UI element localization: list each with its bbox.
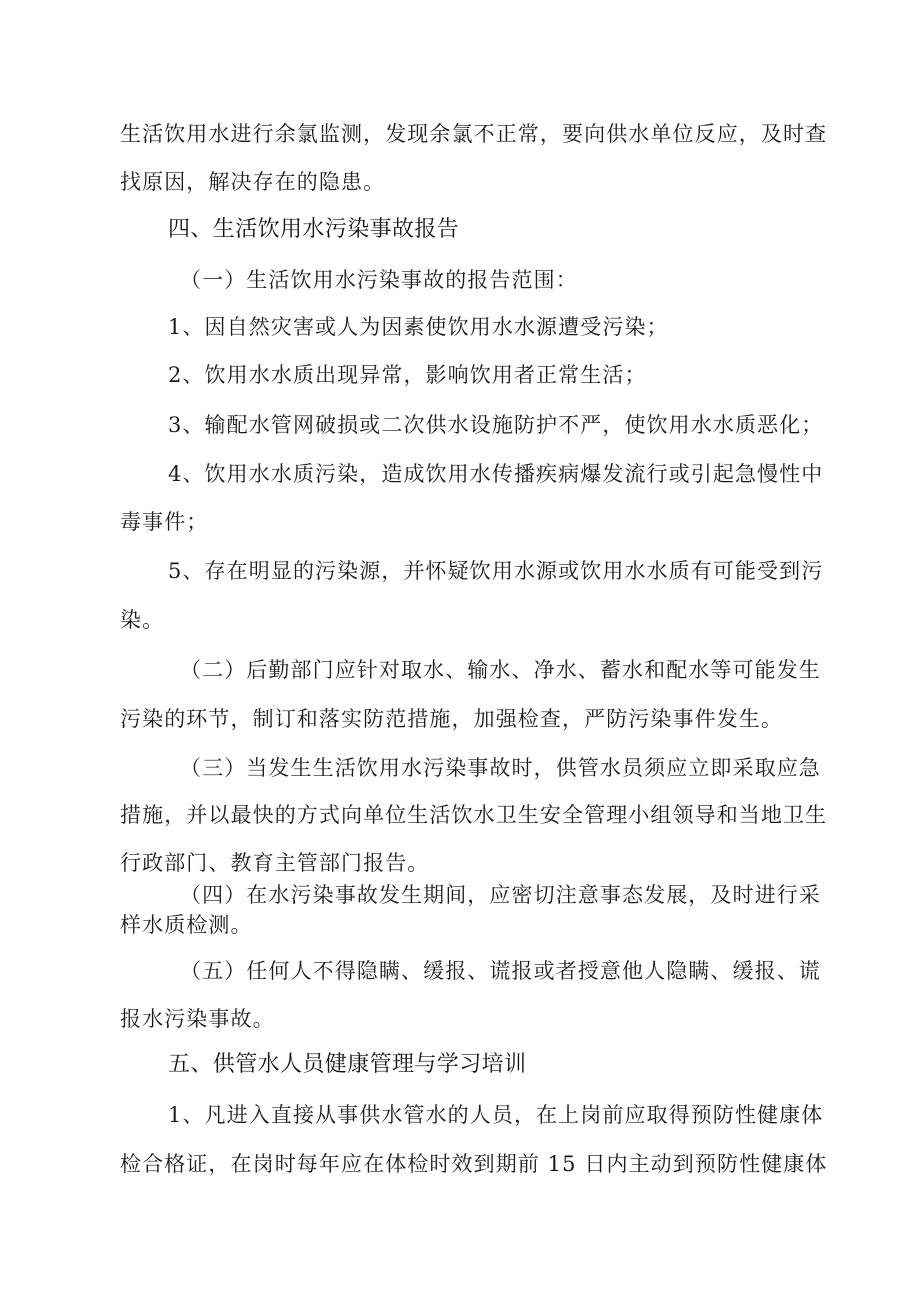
sub-4-line-1: （四）在水污染事故发生期间，应密切注意事态发展，及时进行采 xyxy=(180,883,821,907)
section-5-title: 五、供管水人员健康管理与学习培训 xyxy=(168,1052,527,1077)
item-1: 1、因自然灾害或人为因素使饮用水水源遭受污染； xyxy=(168,315,669,339)
item-4-line-2: 毒事件； xyxy=(120,510,209,534)
sub-2-line-2: 污染的环节，制订和落实防范措施，加强检查，严防污染事件发生。 xyxy=(120,707,783,731)
sub-2-line-1: （二）后勤部门应针对取水、输水、净水、蓄水和配水等可能发生 xyxy=(180,658,821,682)
intro-line-2: 找原因，解决存在的隐患。 xyxy=(120,170,386,194)
sub-4-line-2: 样水质检测。 xyxy=(120,913,253,937)
item-2: 2、饮用水水质出现异常，影响饮用者正常生活； xyxy=(168,363,647,387)
sub-5-line-1: （五）任何人不得隐瞒、缓报、谎报或者授意他人隐瞒、缓报、谎 xyxy=(180,959,821,983)
sub-3-line-2: 措施，并以最快的方式向单位生活饮水卫生安全管理小组领导和当地卫生 xyxy=(120,803,828,827)
item-4-line-1: 4、饮用水水质污染，造成饮用水传播疾病爆发流行或引起急慢性中 xyxy=(168,462,824,486)
sub-3-line-3: 行政部门、教育主管部门报告。 xyxy=(120,851,430,875)
sub-1-title: （一）生活饮用水污染事故的报告范围： xyxy=(180,268,578,292)
s5-item-1-line-1: 1、凡进入直接从事供水管水的人员，在上岗前应取得预防性健康体 xyxy=(168,1103,824,1127)
item-5-line-2: 染。 xyxy=(120,608,165,632)
item-3: 3、输配水管网破损或二次供水设施防护不严，使饮用水水质恶化； xyxy=(168,413,824,437)
item-5-line-1: 5、存在明显的污染源，并怀疑饮用水源或饮用水水质有可能受到污 xyxy=(168,559,824,583)
intro-line-1: 生活饮用水进行余氯监测，发现余氯不正常，要向供水单位反应，及时查 xyxy=(120,122,828,146)
sub-3-line-1: （三）当发生生活饮用水污染事故时，供管水员须应立即采取应急 xyxy=(180,756,821,780)
s5-item-1-line-2: 检合格证，在岗时每年应在体检时效到期前 15 日内主动到预防性健康体 xyxy=(120,1152,828,1176)
section-4-title: 四、生活饮用水污染事故报告 xyxy=(168,217,460,242)
sub-5-line-2: 报水污染事故。 xyxy=(120,1007,275,1031)
